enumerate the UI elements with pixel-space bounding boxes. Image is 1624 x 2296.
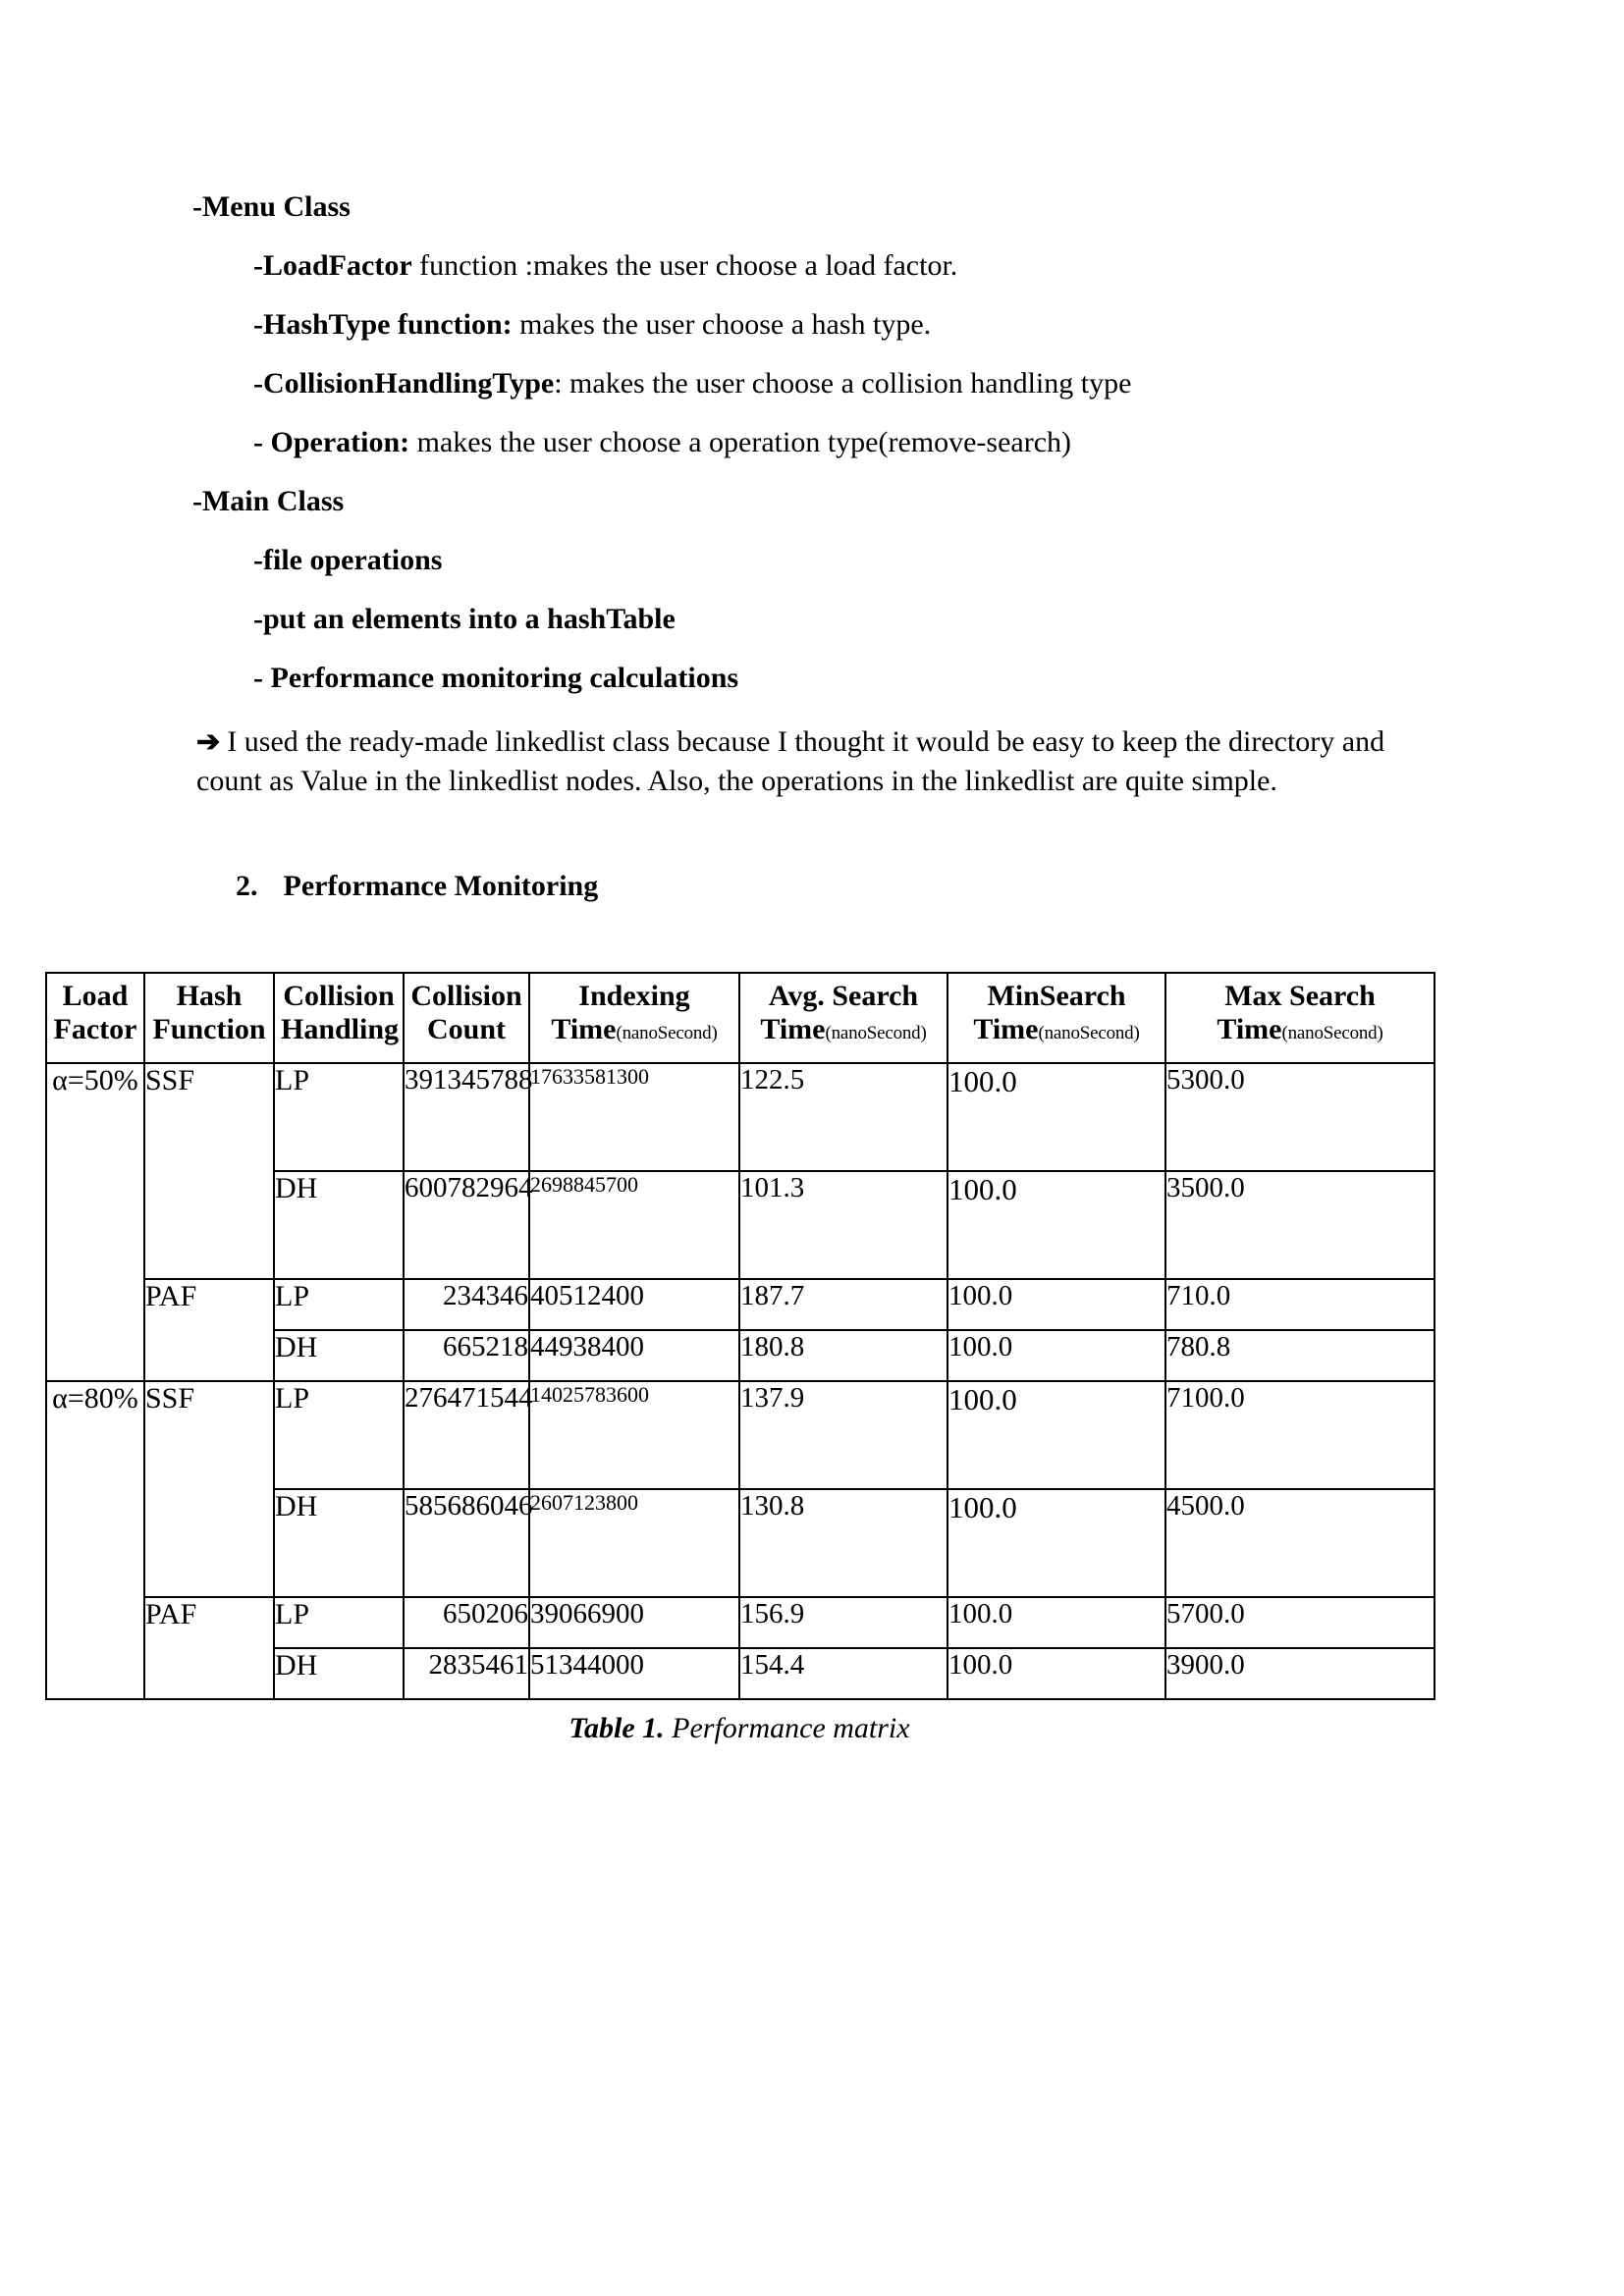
cell-indexing-time: 44938400	[529, 1330, 739, 1381]
cell-collision-handling: DH	[274, 1489, 404, 1597]
outline-item-collision-handling-type	[253, 369, 1439, 399]
table-header	[46, 973, 1435, 1063]
col-header-line2: Count	[426, 1012, 507, 1045]
cell-avg-search-time: 122.5	[739, 1063, 947, 1171]
table-body	[46, 1063, 1435, 1699]
outline-item-label: -Main Class	[192, 485, 345, 517]
cell-max-search-time: 3900.0	[1165, 1648, 1435, 1699]
table-row	[46, 1381, 1435, 1489]
col-header-line2: Function	[152, 1012, 266, 1045]
outline-item-hash-type	[253, 310, 1439, 340]
outline-list	[192, 192, 1439, 693]
section-heading	[236, 870, 1439, 903]
cell-max-search-time: 7100.0	[1165, 1381, 1435, 1489]
cell-indexing-time: 2607123800	[529, 1489, 739, 1597]
cell-min-search-time: 100.0	[947, 1381, 1165, 1489]
outline-item-description: makes the user choose a hash type.	[512, 308, 932, 341]
document-content	[52, 190, 1439, 1745]
note-paragraph	[196, 722, 1419, 801]
cell-collision-count: 585686046	[404, 1489, 529, 1597]
cell-avg-search-time: 156.9	[739, 1597, 947, 1648]
col-header-collision_count	[404, 973, 529, 1063]
col-header-line1: MinSearch	[987, 979, 1126, 1012]
outline-item-description: makes the user choose a operation type(remove-search)	[409, 426, 1072, 458]
cell-avg-search-time: 101.3	[739, 1171, 947, 1279]
col-header-max_search_time	[1165, 973, 1435, 1063]
table-caption	[45, 1712, 1434, 1745]
cell-min-search-time: 100.0	[947, 1330, 1165, 1381]
col-header-line1: Indexing	[578, 979, 690, 1012]
col-header-line1: Avg. Search	[768, 979, 919, 1012]
col-header-line1: Load	[62, 979, 129, 1012]
cell-load-factor: α=50%	[46, 1063, 144, 1381]
outline-item-load-factor	[253, 251, 1439, 281]
section-number: 2.	[236, 869, 258, 902]
col-header-line1: Hash	[176, 979, 243, 1012]
cell-min-search-time: 100.0	[947, 1648, 1165, 1699]
cell-collision-count: 234346	[404, 1279, 529, 1330]
unit-label: (nanoSecond)	[1281, 1022, 1383, 1043]
outline-item-label: - Performance monitoring calculations	[253, 662, 739, 694]
cell-hash-function: SSF	[144, 1063, 274, 1279]
cell-load-factor: α=80%	[46, 1381, 144, 1699]
cell-collision-handling: DH	[274, 1330, 404, 1381]
cell-min-search-time: 100.0	[947, 1171, 1165, 1279]
outline-item-put-elements	[253, 605, 1439, 634]
cell-indexing-time: 51344000	[529, 1648, 739, 1699]
outline-item-file-operations	[253, 546, 1439, 575]
cell-avg-search-time: 154.4	[739, 1648, 947, 1699]
cell-max-search-time: 780.8	[1165, 1330, 1435, 1381]
outline-item-label: -HashType function:	[253, 308, 513, 341]
unit-label: (nanoSecond)	[1038, 1022, 1140, 1043]
col-header-avg_search_time	[739, 973, 947, 1063]
cell-indexing-time: 14025783600	[529, 1381, 739, 1489]
cell-hash-function: PAF	[144, 1597, 274, 1699]
table-row	[46, 1279, 1435, 1330]
cell-max-search-time: 3500.0	[1165, 1171, 1435, 1279]
outline-item-operation	[253, 428, 1439, 457]
col-header-line1: Collision	[283, 979, 395, 1012]
unit-label: (nanoSecond)	[825, 1022, 927, 1043]
cell-indexing-time: 39066900	[529, 1597, 739, 1648]
cell-collision-handling: DH	[274, 1171, 404, 1279]
table-row	[46, 1063, 1435, 1171]
cell-collision-count: 276471544	[404, 1381, 529, 1489]
cell-collision-handling: LP	[274, 1279, 404, 1330]
cell-collision-count: 391345788	[404, 1063, 529, 1171]
cell-max-search-time: 5700.0	[1165, 1597, 1435, 1648]
section-title: Performance Monitoring	[283, 869, 599, 902]
outline-item-description: function :makes the user choose a load factor.	[411, 249, 958, 282]
caption-label: Table 1.	[568, 1711, 665, 1744]
col-header-line1: Collision	[410, 979, 522, 1012]
cell-collision-handling: LP	[274, 1063, 404, 1171]
col-header-line2: Time(nanoSecond)	[760, 1012, 927, 1045]
outline-item-label: -put an elements into a hashTable	[253, 603, 676, 635]
outline-item-label: -LoadFactor	[253, 249, 412, 282]
arrow-icon: ➔	[196, 726, 221, 758]
outline-item-performance-monitoring-calculations	[253, 664, 1439, 693]
outline-item-main-class	[192, 487, 1439, 516]
cell-avg-search-time: 130.8	[739, 1489, 947, 1597]
cell-indexing-time: 2698845700	[529, 1171, 739, 1279]
col-header-line2: Time(nanoSecond)	[551, 1012, 718, 1045]
outline-item-description: : makes the user choose a collision handling type	[554, 367, 1132, 400]
caption-text: Performance matrix	[664, 1711, 910, 1744]
cell-max-search-time: 5300.0	[1165, 1063, 1435, 1171]
cell-max-search-time: 710.0	[1165, 1279, 1435, 1330]
performance-matrix-table	[45, 972, 1435, 1700]
outline-item-label: -CollisionHandlingType	[253, 367, 555, 400]
col-header-line2: Time(nanoSecond)	[973, 1012, 1140, 1045]
cell-hash-function: PAF	[144, 1279, 274, 1381]
cell-indexing-time: 40512400	[529, 1279, 739, 1330]
outline-item-label: -file operations	[253, 544, 443, 576]
cell-min-search-time: 100.0	[947, 1597, 1165, 1648]
col-header-hash_function	[144, 973, 274, 1063]
cell-collision-count: 650206	[404, 1597, 529, 1648]
col-header-min_search_time	[947, 973, 1165, 1063]
col-header-line1: Max Search	[1224, 979, 1376, 1012]
table-header-row	[46, 973, 1435, 1063]
cell-collision-handling: DH	[274, 1648, 404, 1699]
outline-item-menu-class	[192, 192, 1439, 222]
unit-label: (nanoSecond)	[616, 1022, 718, 1043]
col-header-line2: Handling	[281, 1012, 400, 1045]
col-header-load_factor	[46, 973, 144, 1063]
col-header-indexing_time	[529, 973, 739, 1063]
cell-collision-handling: LP	[274, 1597, 404, 1648]
col-header-collision_handling	[274, 973, 404, 1063]
cell-min-search-time: 100.0	[947, 1063, 1165, 1171]
cell-max-search-time: 4500.0	[1165, 1489, 1435, 1597]
cell-collision-handling: LP	[274, 1381, 404, 1489]
cell-min-search-time: 100.0	[947, 1279, 1165, 1330]
cell-collision-count: 600782964	[404, 1171, 529, 1279]
col-header-line2: Time(nanoSecond)	[1217, 1012, 1383, 1045]
cell-collision-count: 665218	[404, 1330, 529, 1381]
cell-indexing-time: 17633581300	[529, 1063, 739, 1171]
cell-min-search-time: 100.0	[947, 1489, 1165, 1597]
note-text: I used the ready-made linkedlist class because I thought it would be easy to keep the directory and count as Value in the linkedlist nodes. Also, the operations in the linkedlist are quite simple.	[196, 725, 1385, 797]
cell-avg-search-time: 180.8	[739, 1330, 947, 1381]
outline-item-label: - Operation:	[253, 426, 410, 458]
performance-table-wrapper	[45, 972, 1434, 1745]
cell-collision-count: 2835461	[404, 1648, 529, 1699]
cell-avg-search-time: 187.7	[739, 1279, 947, 1330]
table-row	[46, 1597, 1435, 1648]
outline-item-label: -Menu Class	[192, 190, 351, 223]
col-header-line2: Factor	[53, 1012, 137, 1045]
cell-hash-function: SSF	[144, 1381, 274, 1597]
cell-avg-search-time: 137.9	[739, 1381, 947, 1489]
